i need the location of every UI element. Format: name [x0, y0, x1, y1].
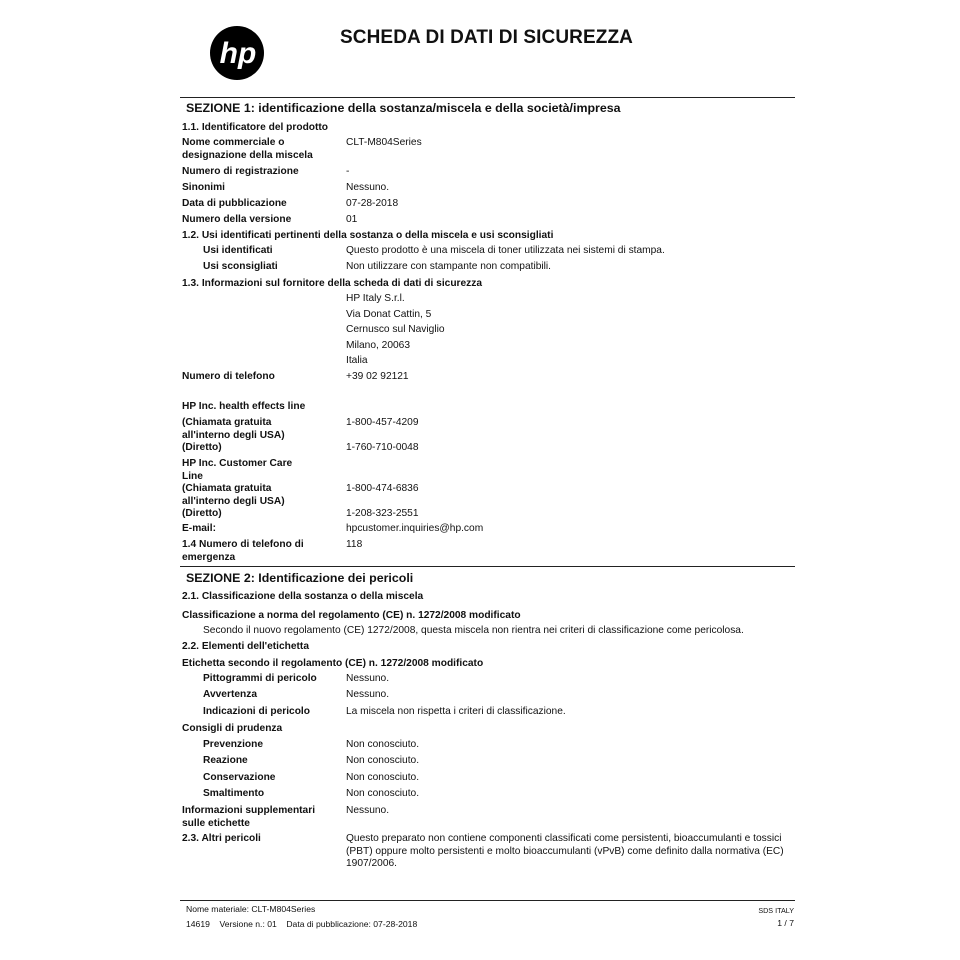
subsection-1-2-title: 1.2. Usi identificati pertinenti della sostanza o della miscela e usi sconsigliati [182, 230, 554, 241]
altri-pericoli-label: 2.3. Altri pericoli [182, 833, 261, 844]
subsection-1-1-title: 1.1. Identificatore del prodotto [182, 122, 329, 133]
conservazione-label: Conservazione [203, 772, 276, 783]
svg-text:hp: hp [219, 37, 257, 70]
versione-label: Numero della versione [182, 214, 292, 225]
email-label: E-mail: [182, 523, 216, 534]
hp-logo-icon [209, 25, 265, 81]
data-label: Data di pubblicazione [182, 198, 287, 209]
usi-identificati-label: Usi identificati [203, 245, 273, 256]
classificazione-text: Secondo il nuovo regolamento (CE) 1272/2008, questa miscela non rientra nei criteri di classificazione come pericolosa. [203, 625, 744, 636]
address-line: Cernusco sul Naviglio [346, 324, 445, 335]
reazione-label: Reazione [203, 755, 248, 766]
footer-page-number: 1 / 7 [777, 918, 794, 928]
subsection-1-3-title: 1.3. Informazioni sul fornitore della scheda di dati di sicurezza [182, 278, 483, 289]
data-value: 07-28-2018 [346, 198, 399, 209]
address-line: Milano, 20063 [346, 340, 411, 351]
care-free-value: 1-800-474-6836 [346, 483, 419, 494]
usi-identificati-value: Questo prodotto è una miscela di toner utilizzata nei sistemi di stampa. [346, 245, 665, 256]
indicazioni-value: La miscela non rispetta i criteri di classificazione. [346, 706, 566, 717]
smaltimento-value: Non conosciuto. [346, 788, 420, 799]
registrazione-value: - [346, 166, 350, 177]
indicazioni-label: Indicazioni di pericolo [203, 706, 310, 717]
care-direct-label: (Diretto) [182, 508, 222, 519]
nome-label: Nome commerciale o designazione della miscela [182, 137, 313, 161]
sinonimi-label: Sinonimi [182, 182, 226, 193]
section2-title: SEZIONE 2: Identificazione dei pericoli [186, 571, 414, 585]
hp-logo [209, 25, 265, 81]
reazione-value: Non conosciuto. [346, 755, 420, 766]
section-divider [180, 566, 795, 567]
health-direct-value: 1-760-710-0048 [346, 442, 419, 453]
usi-sconsigliati-label: Usi sconsigliati [203, 261, 278, 272]
subsection-2-2-title: 2.2. Elementi dell'etichetta [182, 641, 309, 652]
health-line-label: HP Inc. health effects line [182, 401, 306, 412]
versione-value: 01 [346, 214, 358, 225]
telefono-label: Numero di telefono [182, 371, 275, 382]
prevenzione-label: Prevenzione [203, 739, 264, 750]
health-direct-label: (Diretto) [182, 442, 222, 453]
avvertenza-value: Nessuno. [346, 689, 390, 700]
care-free-label: (Chiamata gratuita all'interno degli USA) [182, 483, 285, 507]
registrazione-label: Numero di registrazione [182, 166, 299, 177]
section1-title: SEZIONE 1: identificazione della sostanza/miscela e della società/impresa [186, 101, 621, 115]
health-free-value: 1-800-457-4209 [346, 417, 419, 428]
health-free-label: (Chiamata gratuita all'interno degli USA) [182, 417, 285, 441]
emergenza-label: 1.4 Numero di telefono di emergenza [182, 539, 304, 563]
footer-divider [180, 900, 795, 901]
consigli-label: Consigli di prudenza [182, 723, 283, 734]
sinonimi-value: Nessuno. [346, 182, 390, 193]
footer-meta: 14619 Versione n.: 01 Data di pubblicazione: 07-28-2018 [186, 919, 418, 929]
conservazione-value: Non conosciuto. [346, 772, 420, 783]
care-direct-value: 1-208-323-2551 [346, 508, 419, 519]
pittogrammi-label: Pittogrammi di pericolo [203, 673, 317, 684]
avvertenza-label: Avvertenza [203, 689, 257, 700]
nome-value: CLT-M804Series [346, 137, 422, 148]
prevenzione-value: Non conosciuto. [346, 739, 420, 750]
altri-pericoli-value: Questo preparato non contiene componenti classificati come persistenti, bioaccumulanti e tossici (PBT) oppure molto persistenti e molto bioaccumulanti (vPvB) come definito dalla normativa (EC) 1907/2006. [346, 833, 784, 869]
email-value[interactable]: hpcustomer.inquiries@hp.com [346, 523, 484, 534]
footer-sds-label: SDS ITALY [758, 906, 794, 915]
info-supplementari-label: Informazioni supplementari sulle etichette [182, 805, 316, 829]
address-line: HP Italy S.r.l. [346, 293, 405, 304]
telefono-value: +39 02 92121 [346, 371, 409, 382]
etichetta-title: Etichetta secondo il regolamento (CE) n. 1272/2008 modificato [182, 658, 484, 669]
document-title: SCHEDA DI DATI DI SICUREZZA [340, 27, 633, 48]
subsection-2-1-title: 2.1. Classificazione della sostanza o della miscela [182, 591, 424, 602]
pittogrammi-value: Nessuno. [346, 673, 390, 684]
usi-sconsigliati-value: Non utilizzare con stampante non compatibili. [346, 261, 551, 272]
customer-care-label: HP Inc. Customer Care Line [182, 458, 293, 482]
emergenza-value: 118 [346, 539, 363, 550]
info-supplementari-value: Nessuno. [346, 805, 390, 816]
smaltimento-label: Smaltimento [203, 788, 265, 799]
classificazione-title: Classificazione a norma del regolamento (CE) n. 1272/2008 modificato [182, 610, 521, 621]
address-line: Via Donat Cattin, 5 [346, 309, 432, 320]
section-divider [180, 97, 795, 98]
address-line: Italia [346, 355, 368, 366]
footer-material: Nome materiale: CLT-M804Series [186, 904, 316, 914]
